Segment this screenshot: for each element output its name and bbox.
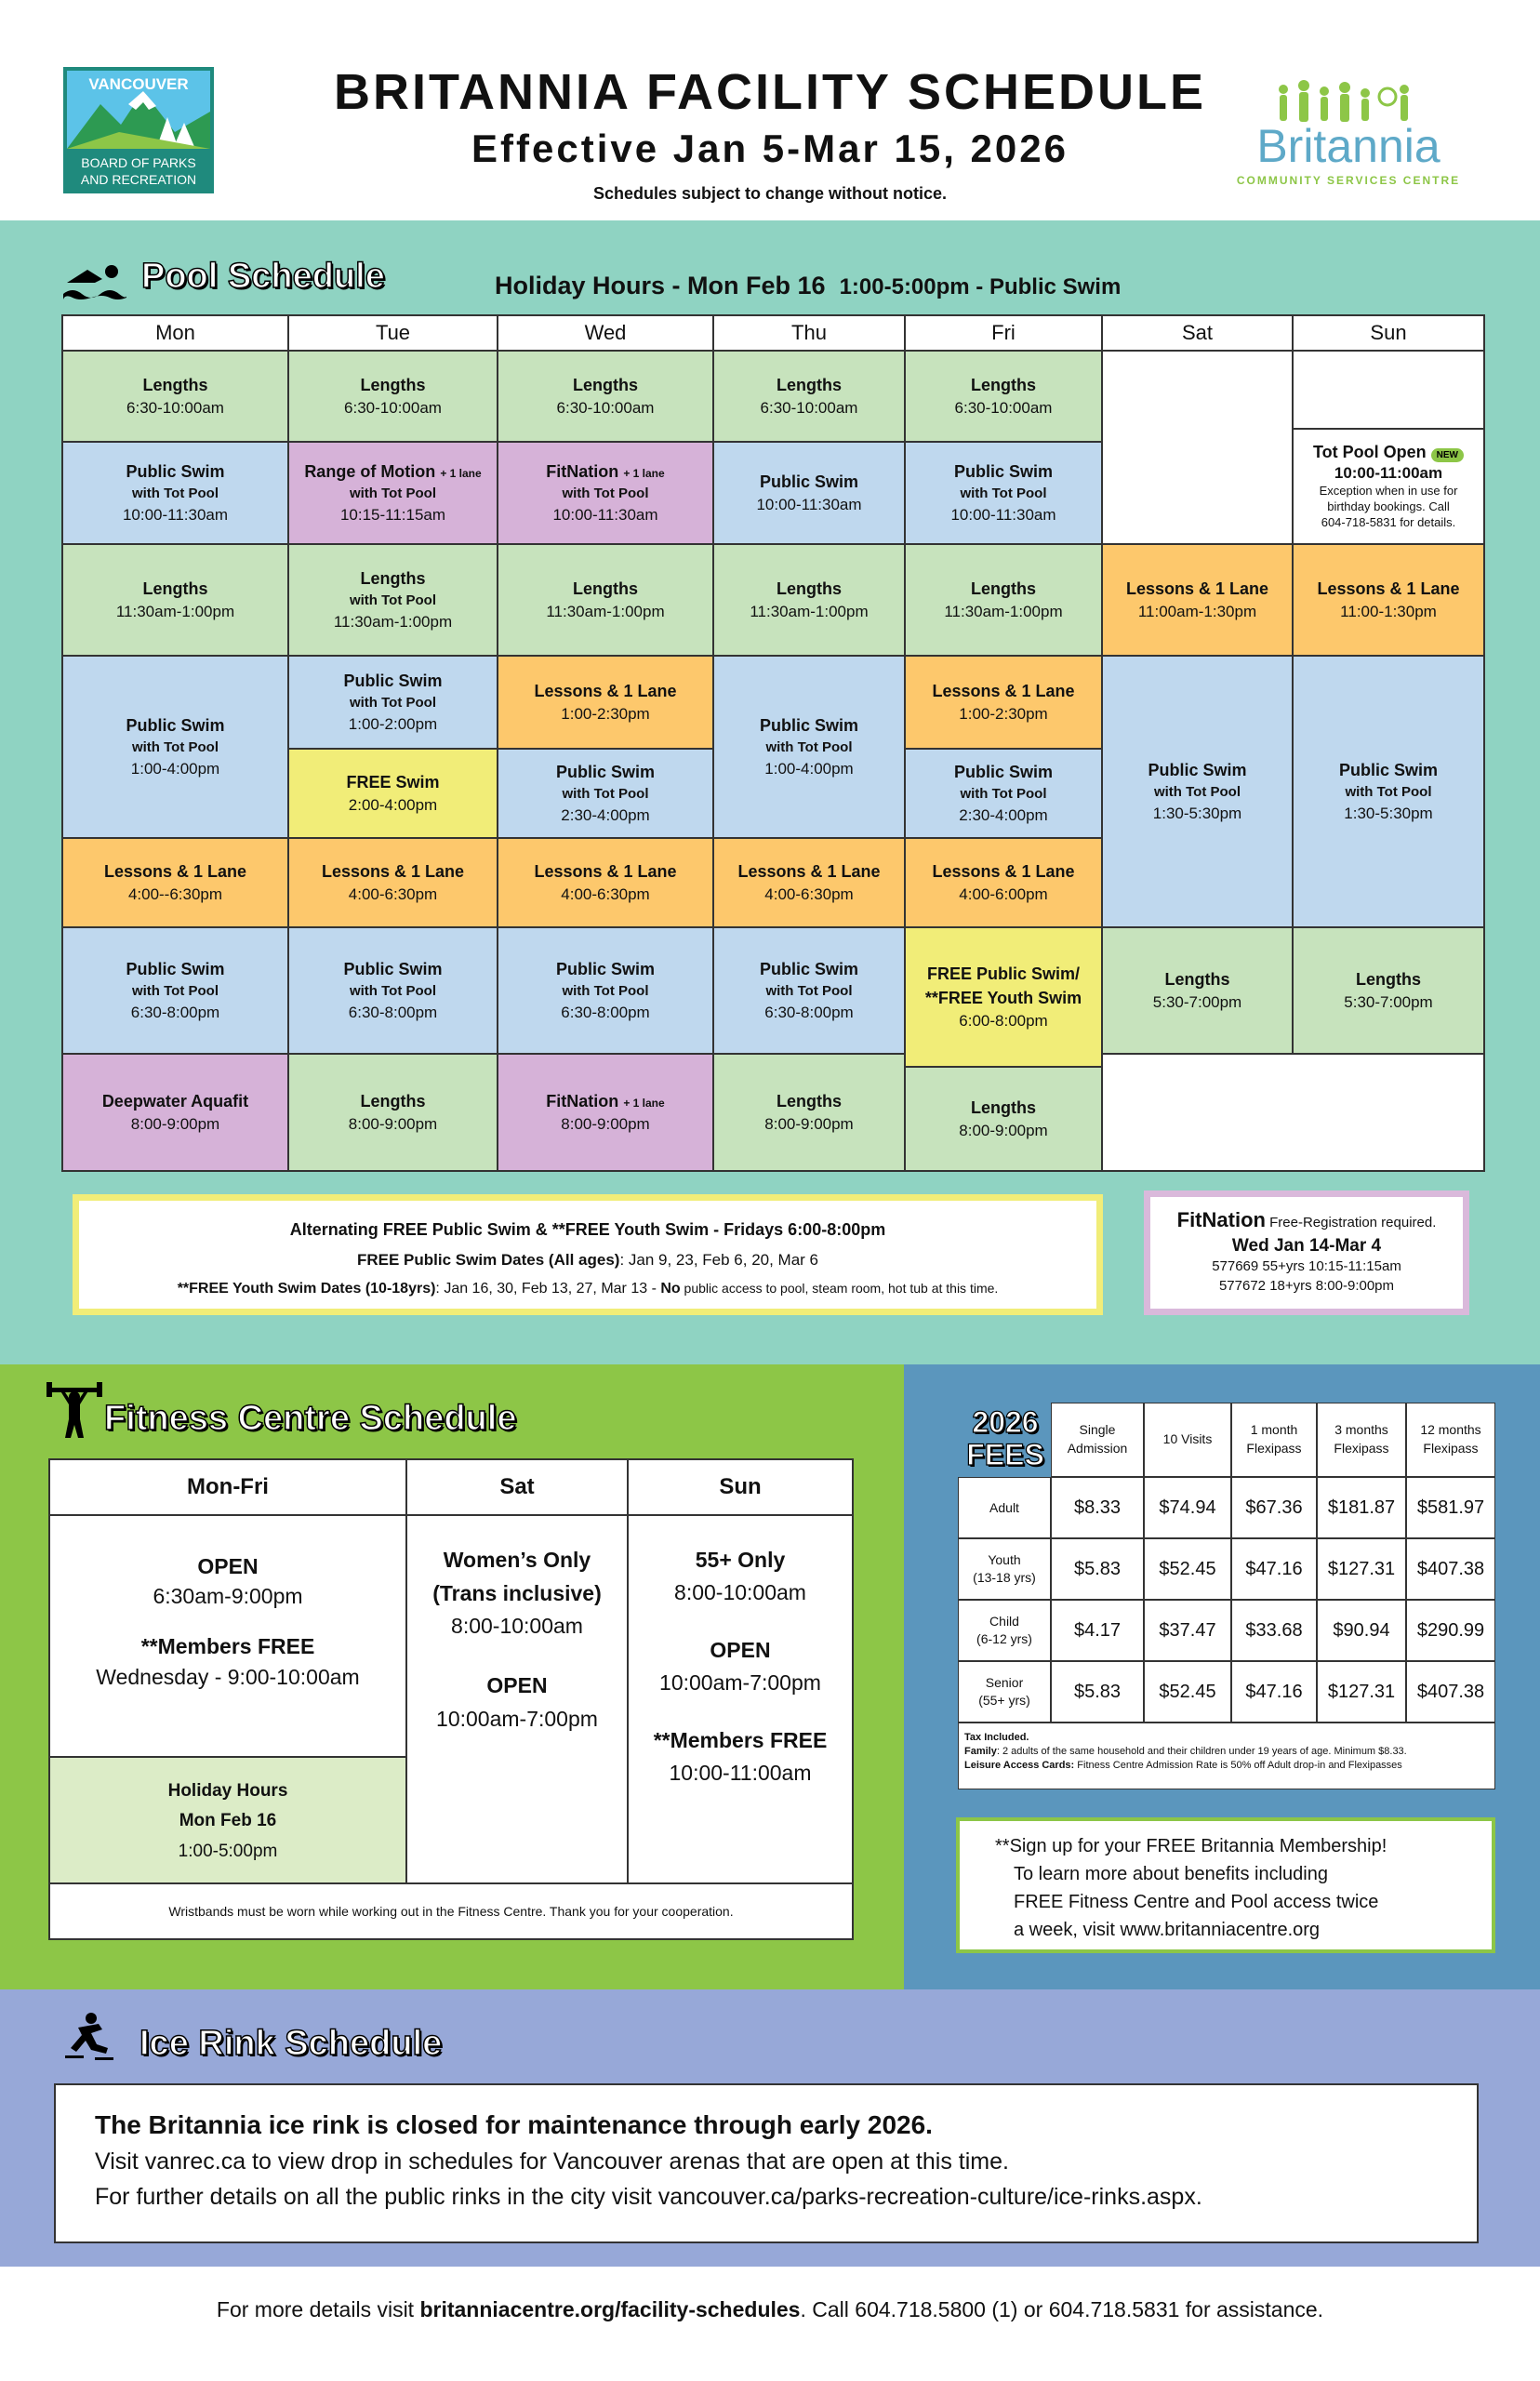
fee-cell: $290.99 <box>1406 1600 1495 1661</box>
pool-schedule-title: Pool Schedule <box>141 257 385 296</box>
logo-text-board: BOARD OF PARKS <box>81 155 196 170</box>
fee-cell: $47.16 <box>1231 1661 1317 1723</box>
fee-header: 10 Visits <box>1144 1403 1231 1477</box>
fee-cell: $52.45 <box>1144 1661 1231 1723</box>
pool-slot: Public Swim with Tot Pool 1:00-4:00pm <box>712 655 906 839</box>
pool-slot: Lengths 6:30-10:00am <box>287 350 498 443</box>
tot-pool-open-slot: Tot Pool Open NEW 10:00-11:00am Exception when in use for birthday bookings. Call 604-718-5831 for details. <box>1292 428 1485 545</box>
fee-cell: $33.68 <box>1231 1600 1317 1661</box>
ice-rink-notice <box>54 2083 1479 2243</box>
fee-cell: $181.87 <box>1317 1477 1406 1538</box>
pool-holiday-time: 1:00-5:00pm - Public Swim <box>839 274 1122 299</box>
pool-slot: Lengths 8:00-9:00pm <box>287 1053 498 1172</box>
fee-cell: $67.36 <box>1231 1477 1317 1538</box>
day-header-tue: Tue <box>287 314 498 352</box>
fee-cell: $5.83 <box>1051 1661 1144 1723</box>
fee-cell: $127.31 <box>1317 1661 1406 1723</box>
swimmer-icon <box>61 260 126 303</box>
skater-icon <box>60 2011 115 2063</box>
logo-text-recreation: AND RECREATION <box>80 172 197 187</box>
pool-slot: FREE Swim 2:00-4:00pm <box>287 748 498 839</box>
pool-slot: Lessons & 1 Lane 1:00-2:30pm <box>904 655 1103 750</box>
pool-slot: Public Swim 10:00-11:30am <box>712 441 906 545</box>
pool-slot: Public Swim with Tot Pool 1:00-4:00pm <box>61 655 289 839</box>
pool-slot: Lessons & 1 Lane 11:00am-1:30pm <box>1101 543 1294 657</box>
pool-slot: Public Swim with Tot Pool 2:30-4:00pm <box>904 748 1103 839</box>
pool-slot: Public Swim with Tot Pool 6:30-8:00pm <box>61 926 289 1055</box>
fitness-wristband-note: Wristbands must be worn while working out in the Fitness Centre. Thank you for your cooperation. <box>48 1882 854 1940</box>
pool-slot: Lengths 8:00-9:00pm <box>712 1053 906 1172</box>
pool-slot: Lessons & 1 Lane 4:00-6:00pm <box>904 837 1103 928</box>
membership-signup-box: **Sign up for your FREE Britannia Membership! To learn more about benefits including FREE Fitness Centre and Pool access twice a week, visit www.britanniacentre.org <box>956 1817 1495 1953</box>
pool-slot: Lengths 5:30-7:00pm <box>1101 926 1294 1055</box>
pool-slot: Lengths 8:00-9:00pm <box>904 1066 1103 1172</box>
day-header-sat: Sat <box>1101 314 1294 352</box>
pool-slot: Public Swim with Tot Pool 6:30-8:00pm <box>287 926 498 1055</box>
fee-row-label: Adult <box>958 1477 1051 1538</box>
pool-slot: Lengths 6:30-10:00am <box>712 350 906 443</box>
day-header-thu: Thu <box>712 314 906 352</box>
free-swim-note: Alternating FREE Public Swim & **FREE Youth Swim - Fridays 6:00-8:00pm FREE Public Swim Dates (All ages): Jan 9, 23, Feb 6, 20, Mar 6 **FREE Youth Swim Dates (10-18yrs): Jan 16, 30, Feb 13, 27, Mar 13 - No public access to pool, steam room, hot tub at this time. <box>73 1194 1103 1315</box>
fee-header: 1 month Flexipass <box>1231 1403 1317 1477</box>
pool-slot: Lengths 11:30am-1:00pm <box>712 543 906 657</box>
pool-slot: Public Swim with Tot Pool 1:30-5:30pm <box>1101 655 1294 928</box>
pool-slot: Lessons & 1 Lane 4:00-6:30pm <box>497 837 714 928</box>
pool-slot: Lessons & 1 Lane 4:00--6:30pm <box>61 837 289 928</box>
pool-slot: Lessons & 1 Lane 4:00-6:30pm <box>712 837 906 928</box>
fee-cell: $74.94 <box>1144 1477 1231 1538</box>
fees-title: 2026 FEES <box>966 1405 1044 1472</box>
weightlifter-icon <box>46 1380 102 1440</box>
fee-cell: $581.97 <box>1406 1477 1495 1538</box>
fitness-col-monfri: Mon-Fri <box>48 1458 407 1516</box>
pool-slot: FitNation + 1 lane 8:00-9:00pm <box>497 1053 714 1172</box>
fee-cell: $127.31 <box>1317 1538 1406 1600</box>
pool-slot: FitNation + 1 lane with Tot Pool 10:00-11:30am <box>497 441 714 545</box>
pool-slot: Range of Motion + 1 lane with Tot Pool 10:15-11:15am <box>287 441 498 545</box>
fitness-col-sun: Sun <box>627 1458 854 1516</box>
day-header-mon: Mon <box>61 314 289 352</box>
fee-cell: $90.94 <box>1317 1600 1406 1661</box>
fee-cell: $407.38 <box>1406 1538 1495 1600</box>
pool-holiday-hours <box>495 272 1121 300</box>
ice-rink-details: For further details on all the public rinks in the city visit vancouver.ca/parks-recreation-culture/ice-rinks.aspx. <box>95 2183 1202 2210</box>
fitness-sat-cell: Women’s Only (Trans inclusive) 8:00-10:00am OPEN 10:00am-7:00pm <box>405 1514 629 1884</box>
fee-header: 3 months Flexipass <box>1317 1403 1406 1477</box>
fee-cell: $5.83 <box>1051 1538 1144 1600</box>
pool-slot: Lengths 6:30-10:00am <box>497 350 714 443</box>
pool-slot: Public Swim with Tot Pool 1:30-5:30pm <box>1292 655 1485 928</box>
britannia-logo <box>1218 80 1479 195</box>
pool-slot: Lengths 5:30-7:00pm <box>1292 926 1485 1055</box>
fitness-holiday-hours: Holiday Hours Mon Feb 16 1:00-5:00pm <box>48 1756 407 1884</box>
pool-slot: Lengths 6:30-10:00am <box>61 350 289 443</box>
pool-slot: Lessons & 1 Lane 1:00-2:30pm <box>497 655 714 750</box>
fee-notes: Tax Included. Family: 2 adults of the same household and their children under 19 years of age. Minimum $8.33. Leisure Access Cards: Fitness Centre Admission Rate is 50% off Adult drop-in and Flexipasses <box>958 1723 1495 1789</box>
page-title: BRITANNIA FACILITY SCHEDULE <box>333 64 1206 120</box>
fee-cell: $407.38 <box>1406 1661 1495 1723</box>
pool-slot: Public Swim with Tot Pool 10:00-11:30am <box>61 441 289 545</box>
pool-slot: Lessons & 1 Lane 4:00-6:30pm <box>287 837 498 928</box>
britannia-logo-tagline: COMMUNITY SERVICES CENTRE <box>1236 174 1461 187</box>
fitnation-info-box: FitNation Free-Registration required. Wed Jan 14-Mar 4 577669 55+yrs 10:15-11:15am 577672 18+yrs 8:00-9:00pm <box>1144 1190 1469 1315</box>
page-subtitle: Effective Jan 5-Mar 15, 2026 <box>471 126 1069 170</box>
fitness-col-sat: Sat <box>405 1458 629 1516</box>
fee-cell: $37.47 <box>1144 1600 1231 1661</box>
logo-text-vancouver: VANCOUVER <box>88 75 189 93</box>
page-footer: For more details visit britanniacentre.org/facility-schedules. Call 604.718.5800 (1) or 604.718.5831 for assistance. <box>216 2297 1324 2321</box>
fee-header: Single Admission <box>1051 1403 1144 1477</box>
footer-schedule-link[interactable]: britanniacentre.org/facility-schedules <box>419 2297 801 2321</box>
fee-cell: $8.33 <box>1051 1477 1144 1538</box>
fitness-monfri-cell: OPEN 6:30am-9:00pm **Members FREE Wednesday - 9:00-10:00am <box>48 1514 407 1758</box>
pool-holiday-prefix: Holiday Hours - Mon Feb 16 <box>495 272 826 299</box>
schedule-disclaimer: Schedules subject to change without notice. <box>592 184 948 203</box>
ice-rink-headline: The Britannia ice rink is closed for maintenance through early 2026. <box>95 2110 933 2139</box>
day-header-fri: Fri <box>904 314 1103 352</box>
fee-cell: $52.45 <box>1144 1538 1231 1600</box>
pool-slot: Public Swim with Tot Pool 6:30-8:00pm <box>712 926 906 1055</box>
fee-row-label: Youth (13-18 yrs) <box>958 1538 1051 1600</box>
pool-slot: Public Swim with Tot Pool 6:30-8:00pm <box>497 926 714 1055</box>
fitness-sun-cell: 55+ Only 8:00-10:00am OPEN 10:00am-7:00pm **Members FREE 10:00-11:00am <box>627 1514 854 1884</box>
fitness-schedule-title: Fitness Centre Schedule <box>104 1399 517 1438</box>
pool-slot: Lessons & 1 Lane 11:00-1:30pm <box>1292 543 1485 657</box>
pool-slot: Public Swim with Tot Pool 1:00-2:00pm <box>287 655 498 750</box>
day-header-sun: Sun <box>1292 314 1485 352</box>
fee-row-label: Senior (55+ yrs) <box>958 1661 1051 1723</box>
ice-rink-title: Ice Rink Schedule <box>139 2024 443 2063</box>
day-header-wed: Wed <box>497 314 714 352</box>
ice-rink-vanrec: Visit vanrec.ca to view drop in schedules for Vancouver arenas that are open at this time. <box>95 2148 1009 2175</box>
pool-slot: Public Swim with Tot Pool 2:30-4:00pm <box>497 748 714 839</box>
pool-slot: Public Swim with Tot Pool 10:00-11:30am <box>904 441 1103 545</box>
fee-header: 12 months Flexipass <box>1406 1403 1495 1477</box>
fee-row-label: Child (6-12 yrs) <box>958 1600 1051 1661</box>
pool-slot: Deepwater Aquafit 8:00-9:00pm <box>61 1053 289 1172</box>
pool-slot: Lengths 11:30am-1:00pm <box>61 543 289 657</box>
pool-slot-empty <box>1101 350 1294 545</box>
pool-slot: Lengths 11:30am-1:00pm <box>904 543 1103 657</box>
pool-slot: Lengths 6:30-10:00am <box>904 350 1103 443</box>
pool-slot: Lengths with Tot Pool 11:30am-1:00pm <box>287 543 498 657</box>
fee-cell: $47.16 <box>1231 1538 1317 1600</box>
fee-cell: $4.17 <box>1051 1600 1144 1661</box>
new-badge: NEW <box>1431 448 1464 462</box>
britannia-logo-name: Britannia <box>1256 120 1440 172</box>
pool-slot: FREE Public Swim/ **FREE Youth Swim 6:00-8:00pm <box>904 926 1103 1068</box>
pool-slot-empty <box>1101 1053 1485 1172</box>
pool-slot: Lengths 11:30am-1:00pm <box>497 543 714 657</box>
